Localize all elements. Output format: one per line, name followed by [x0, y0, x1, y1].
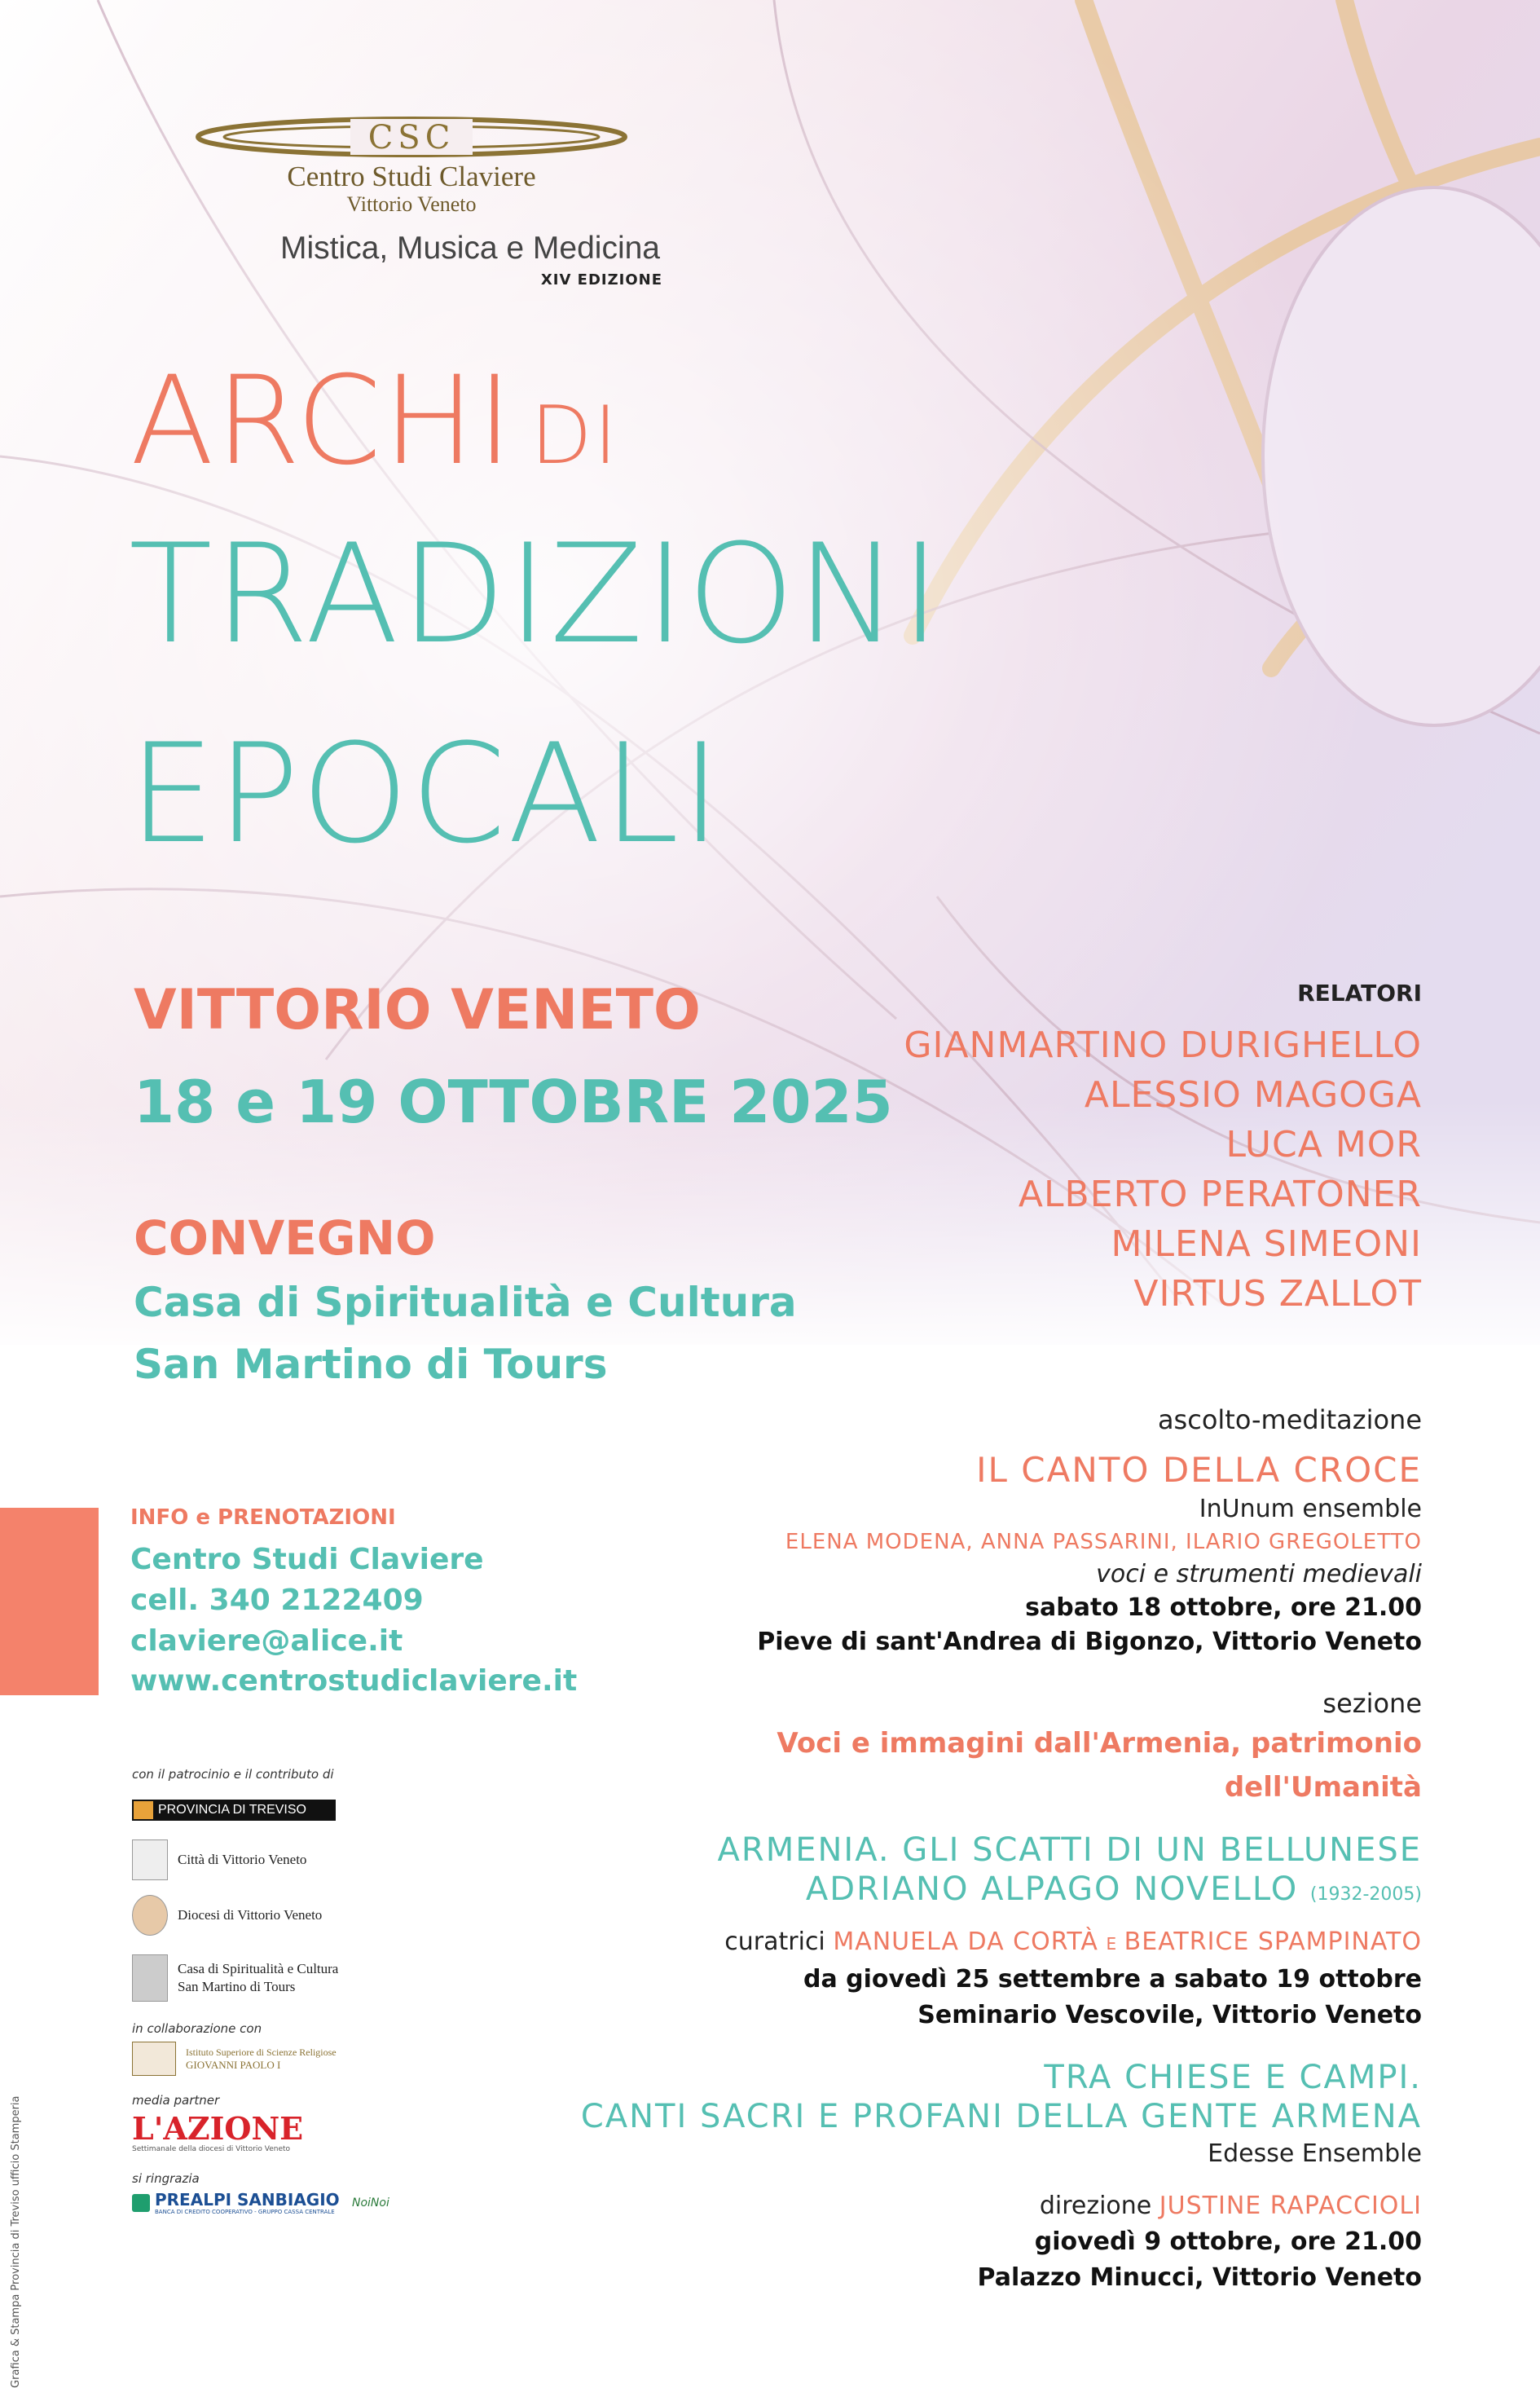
organizer-logo — [179, 112, 644, 216]
sponsor-label: Diocesi di Vittorio Veneto — [178, 1907, 323, 1923]
event2-title-line1: ARMENIA. GLI SCATTI DI UN BELLUNESE — [717, 1831, 1422, 1869]
event3-ensemble: Edesse Ensemble — [1208, 2139, 1422, 2168]
headline-line1 — [130, 350, 619, 492]
institute-building-icon — [132, 2042, 176, 2076]
direction-label: direzione — [1039, 2192, 1152, 2220]
event-venue-line1: Casa di Spiritualità e Cultura — [134, 1279, 797, 1326]
provincia-logo — [132, 1800, 336, 1821]
section-label: sezione — [1322, 1688, 1422, 1719]
bank-sub: BANCA DI CREDITO COOPERATIVO - GRUPPO CASSA CENTRALE — [155, 2209, 335, 2215]
speaker-name: GIANMARTINO DURIGHELLO — [904, 1024, 1422, 1066]
sponsor-label: Istituto Superiore di Scienze Religiose — [186, 2047, 337, 2058]
director-name: JUSTINE RAPACCIOLI — [1159, 2192, 1422, 2220]
headline-line3: EPOCALI — [129, 714, 724, 874]
organizer-name: Centro Studi Claviere — [287, 161, 536, 192]
speaker-name: VIRTUS ZALLOT — [1133, 1273, 1422, 1315]
saint-martin-icon — [132, 1954, 168, 2002]
sponsor-label: Casa di Spiritualità e Cultura — [178, 1961, 339, 1976]
csc-logo-icon — [179, 112, 644, 161]
event1-instruments: voci e strumenti medievali — [1096, 1560, 1422, 1588]
bank-name: PREALPI SANBIAGIO — [155, 2190, 340, 2210]
provincia-name: PROVINCIA DI TREVISO — [158, 1803, 306, 1817]
print-credit: Grafica & Stampa Provincia di Treviso ufficio Stamperia — [10, 2095, 22, 2388]
nonoi-logo: NoiNoi — [352, 2196, 389, 2210]
info-org: Centro Studi Claviere — [130, 1543, 484, 1576]
program — [570, 1402, 1422, 2296]
event3-direction — [570, 2188, 1422, 2224]
event2-dates: da giovedì 25 settembre a sabato 19 ottobre — [803, 1965, 1422, 1994]
speakers-list — [896, 1020, 1422, 1319]
provincia-emblem-icon — [134, 1801, 153, 1819]
media-logo — [132, 2110, 304, 2153]
event1-performers: ELENA MODENA, ANNA PASSARINI, ILARIO GREGOLETTO — [785, 1530, 1422, 1554]
sponsor-citta — [132, 1839, 306, 1880]
event-city: VITTORIO VENETO — [134, 978, 701, 1042]
speakers-heading: RELATORI — [1297, 980, 1422, 1007]
event3-datetime: giovedì 9 ottobre, ore 21.00 — [1034, 2227, 1422, 2256]
speaker-name: ALESSIO MAGOGA — [1084, 1074, 1422, 1116]
speaker-name: MILENA SIMEONI — [1111, 1223, 1422, 1265]
sponsor-casa — [132, 1954, 338, 2002]
event3-title-line1: TRA CHIESE E CAMPI. — [1044, 2059, 1422, 2096]
event1-category: ascolto-meditazione — [1157, 1404, 1422, 1435]
event2-artist: ADRIANO ALPAGO NOVELLO — [805, 1870, 1299, 1908]
media-name: L'AZIONE — [132, 2110, 304, 2147]
info-website[interactable]: www.centrostudiclaviere.it — [130, 1664, 578, 1698]
sponsor-diocesi — [132, 1895, 322, 1936]
sponsor-issr — [132, 2042, 337, 2076]
info-heading: INFO e PRENOTAZIONI — [130, 1505, 396, 1530]
section-title: Voci e immagini dall'Armenia, patrimonio dell'Umanità — [777, 1727, 1422, 1804]
event2-title-line2 — [570, 1870, 1422, 1914]
info-email[interactable]: claviere@alice.it — [130, 1624, 403, 1658]
curator-name: MANUELA DA CORTÀ — [833, 1928, 1098, 1956]
event3-place: Palazzo Minucci, Vittorio Veneto — [977, 2263, 1422, 2292]
thanks-label: si ringrazia — [132, 2171, 200, 2186]
media-sub: Settimanale della diocesi di Vittorio Veneto — [132, 2145, 291, 2153]
sponsor-label: Città di Vittorio Veneto — [178, 1852, 307, 1867]
collab-label: in collaborazione con — [132, 2021, 262, 2036]
media-label: media partner — [132, 2093, 220, 2108]
speaker-name: ALBERTO PERATONER — [1018, 1174, 1422, 1215]
event3-title-line2: CANTI SACRI E PROFANI DELLA GENTE ARMENA — [580, 2098, 1422, 2135]
accent-bar — [0, 1508, 99, 1695]
coat-of-arms-icon — [132, 1839, 168, 1880]
series-title: Mistica, Musica e Medicina — [280, 231, 660, 266]
event1-place: Pieve di sant'Andrea di Bigonzo, Vittorio Veneto — [757, 1628, 1422, 1656]
patronage-label: con il patrocinio e il contributo di — [132, 1767, 334, 1782]
info-phone: cell. 340 2122409 — [130, 1584, 424, 1617]
event1-ensemble: InUnum ensemble — [1199, 1495, 1422, 1523]
sponsor-label: GIOVANNI PAOLO I — [186, 2059, 281, 2071]
event-venue-line2: San Martino di Tours — [134, 1341, 608, 1388]
organizer-city: Vittorio Veneto — [346, 192, 477, 216]
headline-line2: TRADIZIONI — [129, 514, 943, 674]
series-edition: XIV EDIZIONE — [540, 271, 662, 289]
curator-name: BEATRICE SPAMPINATO — [1124, 1928, 1422, 1956]
curators-label: curatrici — [724, 1928, 825, 1956]
event2-place: Seminario Vescovile, Vittorio Veneto — [917, 2001, 1422, 2029]
headline-archi: ARCHI — [130, 350, 515, 492]
bank-emblem-icon — [132, 2194, 150, 2212]
diocese-emblem-icon — [132, 1895, 168, 1936]
svg-text:CSC: CSC — [367, 119, 455, 156]
event-dates: 18 e 19 OTTOBRE 2025 — [134, 1068, 893, 1136]
event1-title: IL CANTO DELLA CROCE — [976, 1450, 1422, 1490]
curator-conjunction: E — [1106, 1934, 1117, 1954]
event2-curators — [570, 1924, 1422, 1962]
event2-years: (1932-2005) — [1309, 1884, 1422, 1905]
speaker-name: LUCA MOR — [1225, 1124, 1422, 1165]
headline-di: DI — [530, 390, 619, 482]
sponsor-label: San Martino di Tours — [178, 1979, 296, 1994]
event-kind: CONVEGNO — [134, 1210, 436, 1266]
bank-logo — [132, 2191, 340, 2215]
event1-datetime: sabato 18 ottobre, ore 21.00 — [1025, 1593, 1422, 1622]
